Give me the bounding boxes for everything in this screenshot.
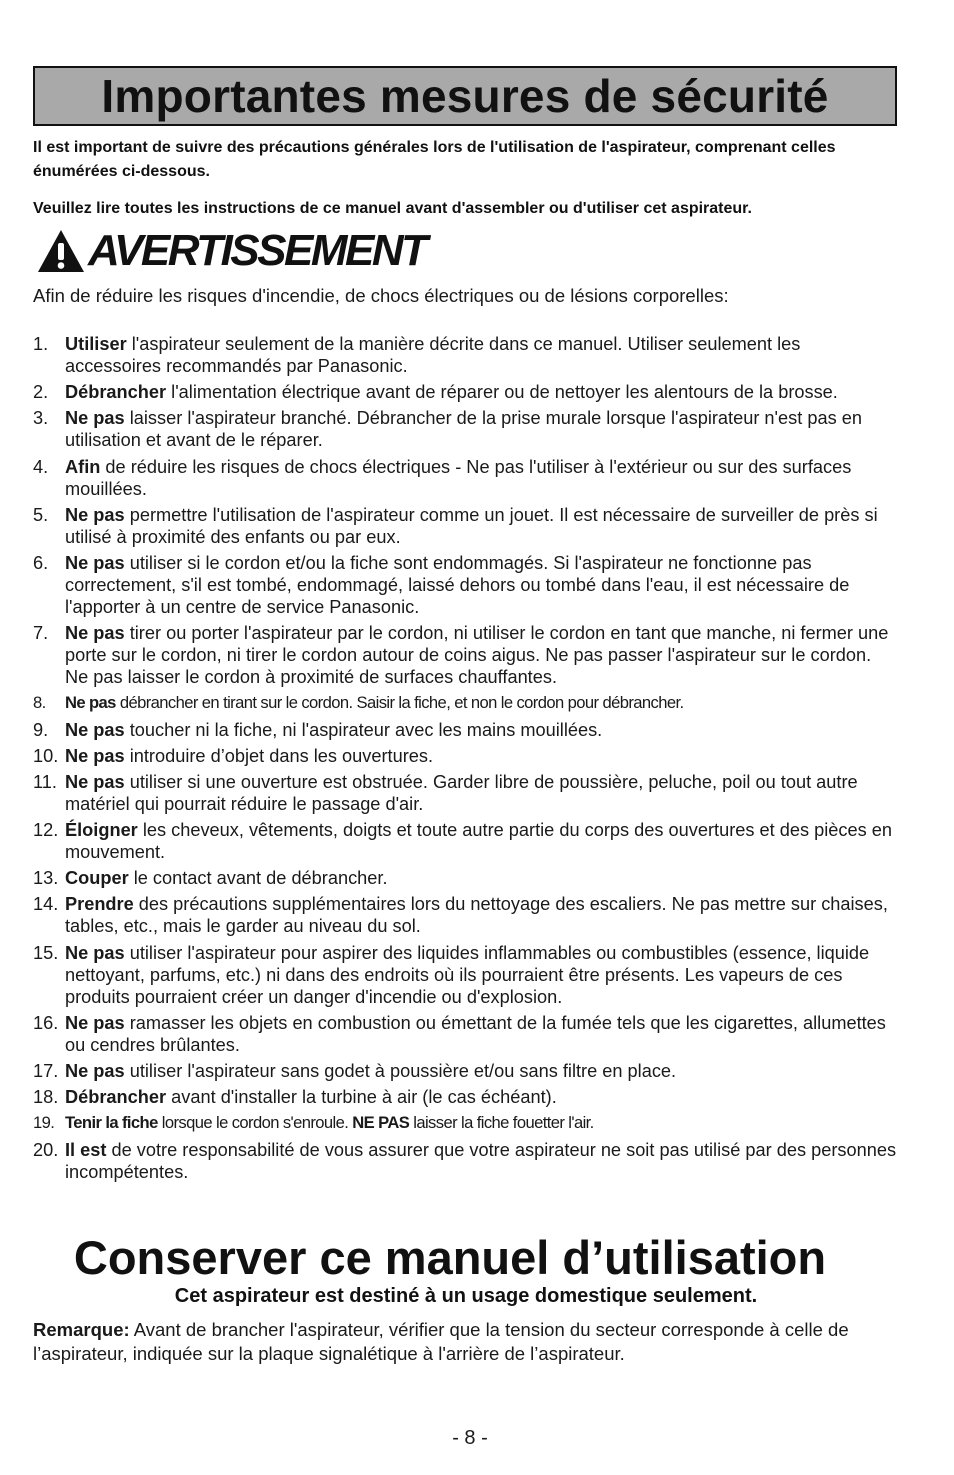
item-text: lorsque le cordon s'enroule. <box>157 1113 353 1133</box>
item-keyword: Couper <box>65 868 129 889</box>
item-text: utiliser l'aspirateur pour aspirer des liquides inflammables ou combustibles (essence, liquide nettoyant, parfums, etc.) ni dans des endroits où ils pourraient être présents. Les vapeurs de ces produits pourraient créer un danger d'incendie ou d'explosion. <box>65 942 870 1007</box>
item-keyword: Utiliser <box>65 334 127 354</box>
item-text: débrancher en tirant sur le cordon. Saisir la fiche, et non le cordon pour débrancher. <box>115 693 684 713</box>
item-keyword: Ne pas <box>65 719 125 740</box>
item-keyword: Prendre <box>65 894 134 915</box>
item-number: 6. <box>33 552 49 573</box>
item-number: 2. <box>33 382 49 403</box>
item-text: permettre l'utilisation de l'aspirateur comme un jouet. Il est nécessaire de surveiller de près si utilisé à proximité des enfants ou par eux. <box>65 504 878 547</box>
item-keyword: Ne pas <box>65 1012 125 1033</box>
list-item <box>33 407 898 451</box>
list-item <box>33 381 898 403</box>
remark-paragraph <box>33 1318 913 1366</box>
list-item <box>33 719 898 741</box>
list-item <box>33 819 898 863</box>
safety-instructions-list <box>33 333 898 1187</box>
item-number: 4. <box>33 456 49 477</box>
list-item <box>33 1060 898 1082</box>
item-text: utiliser si le cordon et/ou la fiche sont endommagés. Si l'aspirateur ne fonctionne pas correctement, s'il est tombé, endommagé, laissé dehors ou tombé dans l'eau, il est nécessaire de l'apporter à un centre de service Panasonic. <box>65 552 850 617</box>
remark-text: Avant de brancher l'aspirateur, vérifier que la tension du secteur corresponde à celle de l’aspirateur, indiquée sur la plaque signalétique à l'arrière de l’aspirateur. <box>33 1319 849 1364</box>
item-keyword: Débrancher <box>65 1087 167 1108</box>
list-item <box>33 867 898 889</box>
item-number: 11. <box>33 771 57 792</box>
item-keyword: Ne pas <box>65 693 116 713</box>
list-item <box>33 1086 898 1108</box>
item-keyword: Ne pas <box>65 552 125 573</box>
item-number: 8. <box>33 693 46 713</box>
item-keyword: Ne pas <box>65 408 125 429</box>
list-item <box>33 942 898 1008</box>
list-item <box>33 692 898 714</box>
household-use-note: Cet aspirateur est destiné à un usage domestique seulement. <box>174 1285 758 1307</box>
item-number: 19. <box>33 1113 55 1133</box>
item-text: de réduire les risques de chocs électriques - Ne pas l'utiliser à l'extérieur ou sur des surfaces mouillées. <box>65 456 852 499</box>
item-number: 17. <box>33 1061 59 1081</box>
list-item <box>33 1112 898 1134</box>
item-number: 1. <box>33 334 49 354</box>
item-keyword: Débrancher <box>65 382 167 403</box>
item-keyword: Ne pas <box>65 623 125 644</box>
page-title: Importantes mesures de sécurité <box>101 70 829 122</box>
intro-read-instructions: Veuillez lire toutes les instructions de ce manuel avant d'assembler ou d'utiliser cet aspirateur. <box>33 200 752 217</box>
warning-triangle-icon <box>36 228 86 274</box>
item-text: tirer ou porter l'aspirateur par le cordon, ni utiliser le cordon en tant que manche, ni fermer une porte sur le cordon, ni tirer le cordon autour de coins aigus. Ne pas passer l'aspirateur sur le cordon. Ne pas laisser le cordon à proximité de surfaces chauffantes. <box>65 623 889 688</box>
item-number: 20. <box>33 1139 59 1160</box>
item-text: l'aspirateur seulement de la manière décrite dans ce manuel. Utiliser seulement les accessoires recommandés par Panasonic. <box>65 334 801 376</box>
item-text-secondary: laisser la fiche fouetter l'air. <box>409 1113 594 1133</box>
item-keyword: Afin <box>65 456 101 477</box>
keep-manual-heading: Conserver ce manuel d’utilisation <box>73 1231 827 1284</box>
item-keyword: Ne pas <box>65 745 125 766</box>
item-number: 3. <box>33 408 49 429</box>
item-text: utiliser si une ouverture est obstruée. Garder libre de poussière, peluche, poil ou tout autre matériel qui pourrait réduire le passage d'air. <box>65 771 858 814</box>
item-text: avant d'installer la turbine à air (le cas échéant). <box>166 1087 557 1108</box>
list-item <box>33 893 898 937</box>
list-item <box>33 1139 898 1183</box>
item-keyword-secondary: NE PAS <box>352 1113 410 1133</box>
item-number: 16. <box>33 1012 59 1033</box>
item-number: 10. <box>33 745 59 766</box>
warning-word: AVERTISSEMENT <box>88 226 426 275</box>
item-keyword: Ne pas <box>65 942 125 963</box>
item-number: 18. <box>33 1087 59 1108</box>
item-number: 7. <box>33 623 49 644</box>
item-keyword: Éloigner <box>65 820 138 841</box>
list-item <box>33 622 898 688</box>
item-text: des précautions supplémentaires lors du nettoyage des escaliers. Ne pas mettre sur chaises, tables, etc., mais le garder au niveau du sol. <box>65 894 888 937</box>
item-number: 12. <box>33 820 59 841</box>
item-text: laisser l'aspirateur branché. Débrancher de la prise murale lorsque l'aspirateur n'est pas en utilisation et avant de le réparer. <box>65 408 862 451</box>
item-number: 5. <box>33 504 49 525</box>
item-text: les cheveux, vêtements, doigts et toute autre partie du corps des ouvertures et des pièces en mouvement. <box>65 820 892 863</box>
intro-general: Il est important de suivre des précautions générales lors de l'utilisation de l'aspirateur, comprenant celles énumérées ci-dessous. <box>33 139 836 180</box>
item-keyword: Il est <box>65 1139 107 1160</box>
item-text: ramasser les objets en combustion ou émettant de la fumée tels que les cigarettes, allumettes ou cendres brûlantes. <box>65 1012 886 1055</box>
title-banner <box>33 66 897 126</box>
item-number: 14. <box>33 894 59 915</box>
item-keyword: Ne pas <box>65 1061 125 1081</box>
item-keyword: Tenir la fiche <box>65 1113 158 1133</box>
item-number: 15. <box>33 942 59 963</box>
item-text: toucher ni la fiche, ni l'aspirateur avec les mains mouillées. <box>124 719 603 740</box>
warning-heading <box>36 226 425 276</box>
item-text: utiliser l'aspirateur sans godet à poussière et/ou sans filtre en place. <box>124 1061 677 1081</box>
item-text: introduire d’objet dans les ouvertures. <box>124 745 434 766</box>
item-text: le contact avant de débrancher. <box>128 868 388 889</box>
item-text: l'alimentation électrique avant de réparer ou de nettoyer les alentours de la brosse. <box>166 382 838 403</box>
warning-subtitle: Afin de réduire les risques d'incendie, de chocs électriques ou de lésions corporelles: <box>33 285 729 306</box>
list-item <box>33 552 898 618</box>
list-item <box>33 771 898 815</box>
list-item <box>33 456 898 500</box>
list-item <box>33 504 898 548</box>
page-number: - 8 - <box>452 1427 488 1449</box>
item-keyword: Ne pas <box>65 504 125 525</box>
list-item <box>33 333 898 377</box>
list-item <box>33 745 898 767</box>
item-keyword: Ne pas <box>65 771 125 792</box>
list-item <box>33 1012 898 1056</box>
remark-label: Remarque: <box>33 1319 130 1340</box>
item-number: 9. <box>33 719 49 740</box>
item-number: 13. <box>33 868 59 889</box>
item-text: de votre responsabilité de vous assurer que votre aspirateur ne soit pas utilisé par des personnes incompétentes. <box>65 1139 897 1182</box>
